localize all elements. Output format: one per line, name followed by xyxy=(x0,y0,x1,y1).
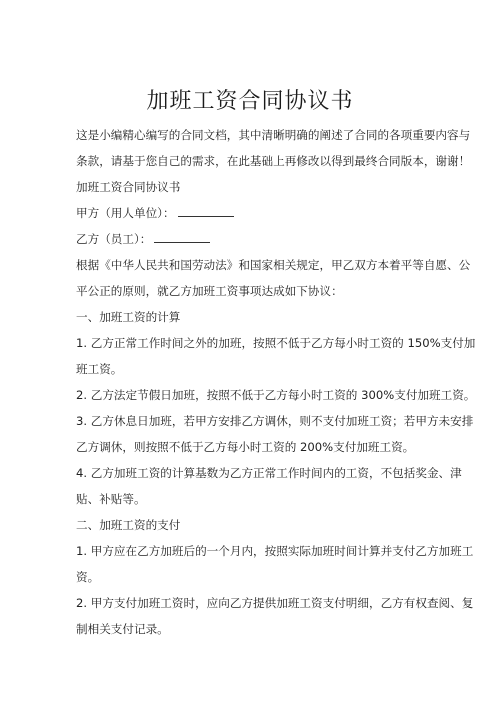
section-heading: 二、加班工资的支付 xyxy=(76,518,181,532)
document-title: 加班工资合同协议书 xyxy=(146,89,354,114)
clause-line: 乙方调休，则按照不低于乙方每小时工资的 200%支付加班工资。 xyxy=(76,440,415,454)
intro-line: 条款，请基于您自己的需求，在此基础上再修改以得到最终合同版本，谢谢！ xyxy=(76,154,471,168)
section-heading: 一、加班工资的计算 xyxy=(76,310,181,324)
party-a-label: 甲方（用人单位）： xyxy=(76,206,175,220)
clause-line: 班工资。 xyxy=(76,362,123,376)
clause-line: 资。 xyxy=(76,570,100,584)
party-a-line xyxy=(76,200,428,226)
clause-line: 制相关支付记录。 xyxy=(76,622,169,636)
party-b-blank xyxy=(154,230,210,243)
intro-line: 这是小编精心编写的合同文档，其中清晰明确的阐述了合同的各项重要内容与 xyxy=(76,128,471,142)
clause-line: 4. 乙方加班工资的计算基数为乙方正常工作时间内的工资，不包括奖金、津 xyxy=(76,466,462,480)
document-body xyxy=(76,122,476,642)
party-b-label: 乙方（员工）： xyxy=(76,232,152,246)
document-subtitle: 加班工资合同协议书 xyxy=(76,180,181,194)
clause-line: 2. 甲方支付加班工资时，应向乙方提供加班工资支付明细，乙方有权查阅、复 xyxy=(76,596,474,610)
clause-line: 3. 乙方休息日加班，若甲方安排乙方调休，则不支付加班工资；若甲方未安排 xyxy=(76,414,474,428)
party-a-blank xyxy=(178,204,234,217)
preamble-line: 根据《中华人民共和国劳动法》和国家相关规定，甲乙双方本着平等自愿、公 xyxy=(76,258,471,272)
clause-line: 1. 乙方正常工作时间之外的加班，按照不低于乙方每小时工资的 150%支付加 xyxy=(76,336,476,350)
preamble-line: 平公正的原则，就乙方加班工资事项达成如下协议： xyxy=(76,284,343,298)
party-b-line xyxy=(76,226,428,252)
clause-line: 1. 甲方应在乙方加班后的一个月内，按照实际加班时间计算并支付乙方加班工 xyxy=(76,544,474,558)
clause-line: 2. 乙方法定节假日加班，按照不低于乙方每小时工资的 300%支付加班工资。 xyxy=(76,388,476,402)
clause-line: 贴、补贴等。 xyxy=(76,492,146,506)
